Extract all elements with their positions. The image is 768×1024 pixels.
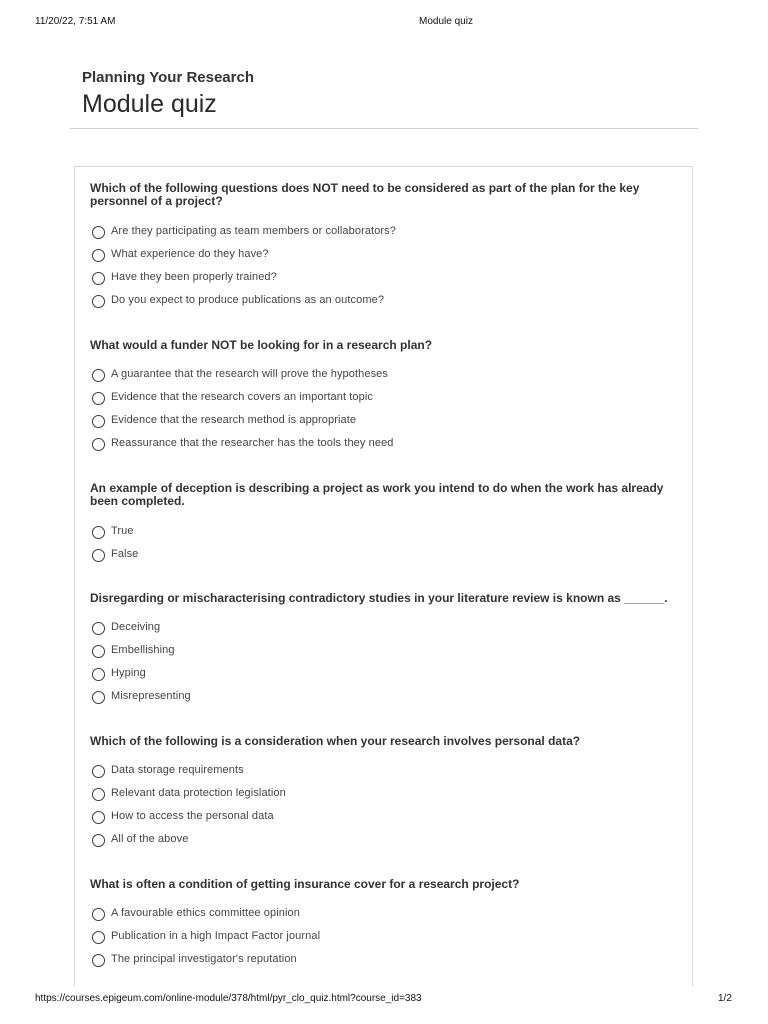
page-title: Module quiz	[82, 90, 217, 118]
radio-button[interactable]	[92, 272, 105, 285]
print-footer	[0, 993, 768, 1007]
answer-label: Deceiving	[111, 621, 161, 633]
question-text: Disregarding or mischaracterising contradictory studies in your literature review is known as ______.	[90, 591, 668, 605]
answer-option[interactable]	[90, 546, 682, 569]
radio-button[interactable]	[92, 249, 105, 262]
answer-label: All of the above	[111, 833, 189, 845]
answer-options	[90, 905, 682, 974]
radio-button[interactable]	[92, 811, 105, 824]
module-header	[70, 66, 698, 129]
answer-option[interactable]	[90, 762, 682, 785]
answer-option[interactable]	[90, 688, 682, 711]
answer-option[interactable]	[90, 642, 682, 665]
radio-button[interactable]	[92, 834, 105, 847]
answer-options	[90, 366, 682, 458]
answer-label: Evidence that the research method is appropriate	[111, 414, 357, 426]
answer-label: The principal investigator's reputation	[111, 953, 297, 965]
answer-option[interactable]	[90, 246, 682, 269]
radio-button[interactable]	[92, 226, 105, 239]
page-number: 1/2	[718, 993, 732, 1004]
answer-option[interactable]	[90, 928, 682, 951]
answer-label: A favourable ethics committee opinion	[111, 907, 300, 919]
radio-button[interactable]	[92, 549, 105, 562]
radio-button[interactable]	[92, 788, 105, 801]
radio-button[interactable]	[92, 295, 105, 308]
course-title: Planning Your Research	[82, 69, 254, 86]
print-header	[0, 16, 768, 30]
radio-button[interactable]	[92, 765, 105, 778]
radio-button[interactable]	[92, 668, 105, 681]
answer-label: False	[111, 548, 139, 560]
answer-option[interactable]	[90, 412, 682, 435]
question-text: An example of deception is describing a project as work you intend to do when the work has already been completed.	[90, 481, 664, 508]
question-text: Which of the following questions does NOT need to be considered as part of the plan for the key personnel of a project?	[90, 181, 640, 208]
answer-option[interactable]	[90, 831, 682, 854]
radio-button[interactable]	[92, 438, 105, 451]
print-url: https://courses.epigeum.com/online-module/378/html/pyr_clo_quiz.html?course_id=383	[35, 993, 422, 1004]
answer-label: Have they been properly trained?	[111, 271, 277, 283]
answer-label: What experience do they have?	[111, 248, 269, 260]
answer-label: Misrepresenting	[111, 690, 191, 702]
answer-option[interactable]	[90, 269, 682, 292]
print-datetime: 11/20/22, 7:51 AM	[35, 16, 116, 27]
answer-options	[90, 223, 682, 315]
radio-button[interactable]	[92, 622, 105, 635]
quiz-card	[74, 166, 693, 986]
question-3	[90, 482, 682, 569]
answer-option[interactable]	[90, 905, 682, 928]
answer-label: How to access the personal data	[111, 810, 274, 822]
answer-label: True	[111, 525, 134, 537]
answer-options	[90, 619, 682, 711]
radio-button[interactable]	[92, 954, 105, 967]
answer-option[interactable]	[90, 435, 682, 458]
radio-button[interactable]	[92, 526, 105, 539]
radio-button[interactable]	[92, 392, 105, 405]
answer-option[interactable]	[90, 785, 682, 808]
answer-options	[90, 762, 682, 854]
answer-label: Hyping	[111, 667, 146, 679]
answer-label: Do you expect to produce publications as an outcome?	[111, 294, 385, 306]
radio-button[interactable]	[92, 691, 105, 704]
answer-label: Data storage requirements	[111, 764, 244, 776]
question-text: What is often a condition of getting insurance cover for a research project?	[90, 877, 520, 891]
answer-label: Reassurance that the researcher has the tools they need	[111, 437, 394, 449]
answer-label: Embellishing	[111, 644, 175, 656]
answer-option[interactable]	[90, 808, 682, 831]
question-text: What would a funder NOT be looking for in a research plan?	[90, 338, 433, 352]
question-2	[90, 339, 682, 458]
print-doc-title: Module quiz	[419, 16, 473, 27]
answer-option[interactable]	[90, 523, 682, 546]
question-4	[90, 592, 682, 711]
question-text: Which of the following is a consideration when your research involves personal data?	[90, 734, 581, 748]
answer-option[interactable]	[90, 951, 682, 974]
answer-label: Relevant data protection legislation	[111, 787, 286, 799]
answer-option[interactable]	[90, 292, 682, 315]
answer-label: A guarantee that the research will prove the hypotheses	[111, 368, 389, 380]
radio-button[interactable]	[92, 931, 105, 944]
answer-option[interactable]	[90, 665, 682, 688]
question-6	[90, 878, 682, 974]
question-1	[90, 182, 682, 315]
radio-button[interactable]	[92, 645, 105, 658]
answer-options	[90, 523, 682, 569]
answer-label: Are they participating as team members or collaborators?	[111, 225, 397, 237]
radio-button[interactable]	[92, 415, 105, 428]
radio-button[interactable]	[92, 369, 105, 382]
answer-option[interactable]	[90, 366, 682, 389]
answer-option[interactable]	[90, 619, 682, 642]
answer-option[interactable]	[90, 223, 682, 246]
answer-label: Evidence that the research covers an important topic	[111, 391, 374, 403]
radio-button[interactable]	[92, 908, 105, 921]
answer-label: Publication in a high Impact Factor journal	[111, 930, 321, 942]
answer-option[interactable]	[90, 389, 682, 412]
question-5	[90, 735, 682, 854]
